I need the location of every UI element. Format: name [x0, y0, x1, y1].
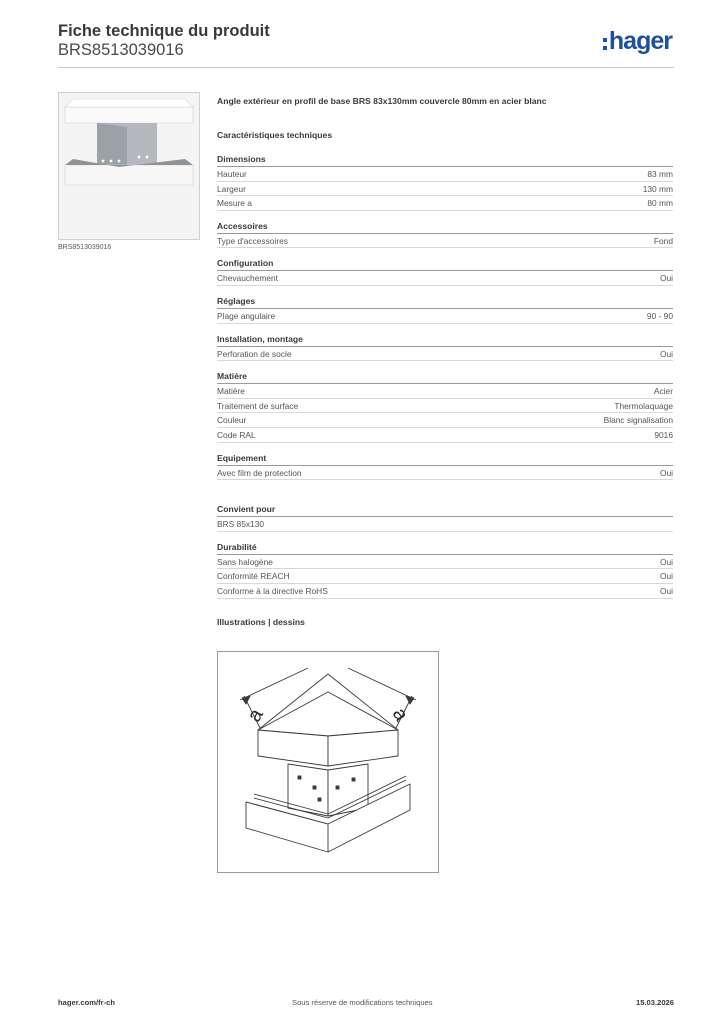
spec-row	[217, 569, 673, 584]
section-reglages	[217, 296, 673, 324]
section-durabilite	[217, 542, 673, 599]
spec-label: Mesure a	[217, 198, 252, 209]
spec-row	[217, 182, 673, 197]
spec-label: Code RAL	[217, 429, 256, 440]
product-description: Angle extérieur en profil de base BRS 83x130mm couvercle 80mm en acier blanc	[217, 96, 547, 106]
spec-row	[217, 234, 673, 249]
spec-value: Fond	[653, 235, 673, 246]
spec-row	[217, 196, 673, 211]
spec-label: Chevauchement	[217, 273, 278, 284]
footer-date: 15.03.2026	[635, 998, 674, 1007]
spec-label: Traitement de surface	[217, 400, 299, 411]
spec-label: Matière	[217, 386, 245, 397]
section-title: Matière	[217, 371, 673, 384]
spec-value: Oui	[659, 273, 673, 284]
section-title: Durabilité	[217, 542, 673, 555]
section-accessoires	[217, 221, 673, 249]
footer-note: Sous réserve de modifications techniques	[292, 998, 433, 1007]
hager-logo	[603, 28, 672, 54]
spec-row	[217, 384, 673, 399]
spec-value: Oui	[659, 467, 673, 478]
spec-label: Couleur	[217, 415, 247, 426]
spec-row	[217, 167, 673, 182]
spec-value: Oui	[659, 556, 673, 567]
dimension-label-left: a	[243, 705, 268, 726]
spec-value: 83 mm	[647, 169, 673, 179]
section-dimensions	[217, 154, 673, 211]
spec-row	[217, 399, 673, 414]
technical-specifications	[217, 96, 673, 631]
dimension-label-right: a	[387, 704, 413, 725]
section-title: Equipement	[217, 453, 673, 466]
spec-label: Perforation de socle	[217, 348, 292, 359]
section-title: Dimensions	[217, 154, 673, 167]
spec-value: Oui	[659, 585, 673, 596]
spec-row	[217, 466, 673, 481]
spec-value: Acier	[653, 386, 673, 397]
spec-label: Largeur	[217, 183, 246, 194]
section-title: Installation, montage	[217, 334, 673, 347]
illustrations-title: Illustrations | dessins	[217, 616, 305, 627]
spec-label: Hauteur	[217, 169, 247, 179]
document-title: Fiche technique du produit	[58, 22, 270, 40]
product-image-caption: BRS8513039016	[58, 244, 112, 251]
spec-value: 130 mm	[642, 183, 673, 194]
spec-row	[217, 309, 673, 324]
spec-row	[217, 413, 673, 428]
spec-label: Type d'accessoires	[217, 235, 288, 246]
section-title: Convient pour	[217, 504, 673, 517]
spec-value: 9016	[654, 429, 673, 440]
section-title: Réglages	[217, 296, 673, 309]
spec-row	[217, 584, 673, 599]
spec-label: Conforme à la directive RoHS	[217, 585, 328, 596]
spec-row	[217, 271, 673, 286]
section-convient-pour	[217, 504, 673, 532]
spec-row	[217, 347, 673, 362]
product-reference: BRS8513039016	[58, 41, 184, 59]
spec-label: Plage angulaire	[217, 310, 276, 321]
spec-value: Oui	[659, 571, 673, 582]
header-divider	[58, 67, 674, 68]
logo-text: hager	[608, 27, 672, 55]
spec-row	[217, 555, 673, 570]
section-installation-montage	[217, 334, 673, 362]
spec-row	[217, 517, 673, 532]
spec-label: Conformité REACH	[217, 571, 290, 582]
characteristics-title: Caractéristiques techniques	[217, 130, 333, 140]
spec-value: 80 mm	[647, 198, 673, 209]
spec-value: Blanc signalisation	[603, 415, 673, 426]
spec-value: Thermolaquage	[614, 400, 673, 411]
spec-value: Oui	[659, 348, 673, 359]
product-image	[58, 92, 200, 240]
spec-label: Sans halogène	[217, 556, 273, 567]
section-equipement	[217, 453, 673, 481]
spec-label: Avec film de protection	[217, 467, 302, 478]
spec-label: BRS 85x130	[217, 519, 265, 530]
spec-value: 90 - 90	[646, 310, 673, 321]
spec-row	[217, 428, 673, 443]
section-matiere	[217, 371, 673, 442]
logo-colon-icon	[603, 38, 607, 50]
section-configuration	[217, 258, 673, 286]
section-title: Accessoires	[217, 221, 673, 234]
section-title: Configuration	[217, 258, 673, 271]
header	[58, 22, 674, 70]
technical-drawing	[217, 651, 439, 873]
footer-website-link[interactable]: hager.com/fr-ch	[58, 998, 115, 1007]
